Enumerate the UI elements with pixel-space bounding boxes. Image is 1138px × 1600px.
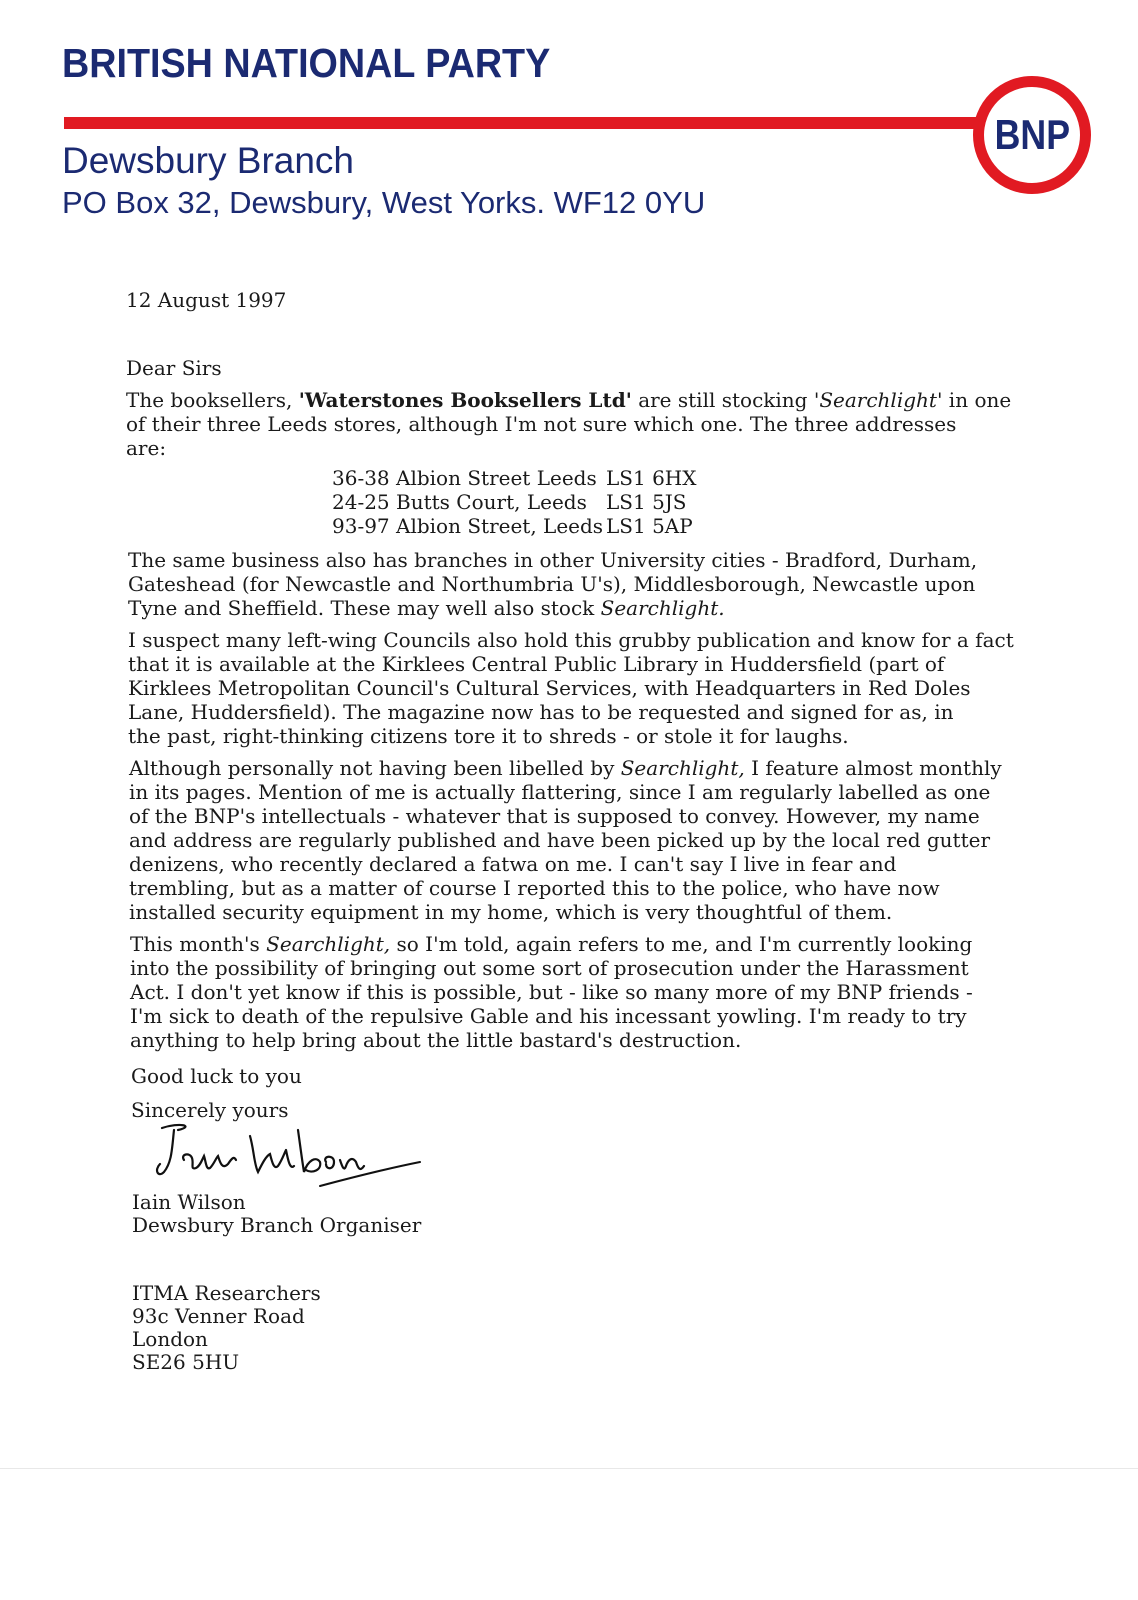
handwritten-signature [150, 1120, 430, 1200]
store-street: 36-38 Albion Street Leeds [332, 466, 597, 490]
paragraph-4-line-4: and address are regularly published and have been picked up by the local red gutter [129, 828, 991, 852]
paragraph-4-line-1: Although personally not having been libelled by Searchlight, I feature almost monthly [129, 756, 1002, 780]
bnp-logo [973, 76, 1091, 194]
paragraph-1-line-1: The booksellers, 'Waterstones Booksellers Ltd' are still stocking 'Searchlight' in one [126, 388, 1012, 412]
paragraph-3-line-1: I suspect many left-wing Councils also hold this grubby publication and know for a fact [128, 628, 1014, 652]
store-postcode: LS1 5AP [606, 514, 693, 538]
signer-title: Dewsbury Branch Organiser [132, 1213, 422, 1237]
store-street: 24-25 Butts Court, Leeds [332, 490, 587, 514]
signer-name: Iain Wilson [132, 1190, 246, 1214]
paragraph-5-line-3: Act. I don't yet know if this is possible, but - like so many more of my BNP friends - [130, 980, 973, 1004]
paragraph-4-line-2: in its pages. Mention of me is actually flattering, since I am regularly labelled as one [129, 780, 991, 804]
store-street: 93-97 Albion Street, Leeds [332, 514, 604, 538]
paragraph-4-line-5: denizens, who recently declared a fatwa on me. I can't say I live in fear and [129, 852, 897, 876]
recipient-line: SE26 5HU [132, 1350, 240, 1374]
paragraph-3-line-2: that it is available at the Kirklees Central Public Library in Huddersfield (part of [128, 652, 945, 676]
red-rule-divider [64, 117, 984, 129]
paragraph-5-line-4: I'm sick to death of the repulsive Gable and his incessant yowling. I'm ready to try [130, 1004, 967, 1028]
letter-date: 12 August 1997 [126, 288, 287, 312]
store-postcode: LS1 5JS [606, 490, 687, 514]
paragraph-4-line-7: installed security equipment in my home, which is very thoughtful of them. [129, 900, 893, 924]
paragraph-5-line-2: into the possibility of bringing out some sort of prosecution under the Harassment [130, 956, 969, 980]
paragraph-3-line-3: Kirklees Metropolitan Council's Cultural Services, with Headquarters in Red Doles [128, 676, 971, 700]
paragraph-4-line-3: of the BNP's intellectuals - whatever that is supposed to convey. However, my name [129, 804, 980, 828]
paragraph-1-line-3: are: [126, 436, 167, 460]
paragraph-2-line-2: Gateshead (for Newcastle and Northumbria U's), Middlesborough, Newcastle upon [128, 572, 976, 596]
branch-address: PO Box 32, Dewsbury, West Yorks. WF12 0YU [62, 185, 706, 220]
paragraph-2-line-1: The same business also has branches in other University cities - Bradford, Durham, [128, 548, 978, 572]
branch-name: Dewsbury Branch [62, 140, 355, 181]
scan-edge-line [0, 1468, 1138, 1469]
paragraph-3-line-4: Lane, Huddersfield). The magazine now has to be requested and signed for as, in [128, 700, 954, 724]
store-postcode: LS1 6HX [606, 466, 697, 490]
paragraph-4-line-6: trembling, but as a matter of course I reported this to the police, who have now [129, 876, 940, 900]
salutation: Dear Sirs [126, 356, 222, 380]
recipient-line: London [132, 1327, 208, 1351]
recipient-line: ITMA Researchers [132, 1281, 321, 1305]
paragraph-1-line-2: of their three Leeds stores, although I'm not sure which one. The three addresses [126, 412, 957, 436]
paragraph-3-line-5: the past, right-thinking citizens tore it to shreds - or stole it for laughs. [128, 724, 849, 748]
paragraph-5-line-5: anything to help bring about the little bastard's destruction. [130, 1028, 742, 1052]
bnp-logo-text: BNP [994, 111, 1070, 158]
recipient-line: 93c Venner Road [132, 1304, 305, 1328]
closing-good-luck: Good luck to you [131, 1064, 302, 1088]
closing-sincerely: Sincerely yours [131, 1098, 289, 1122]
paragraph-5-line-1: This month's Searchlight, so I'm told, again refers to me, and I'm currently looking [130, 932, 973, 956]
party-name: BRITISH NATIONAL PARTY [62, 40, 551, 86]
paragraph-2-line-3: Tyne and Sheffield. These may well also stock Searchlight. [128, 596, 725, 620]
